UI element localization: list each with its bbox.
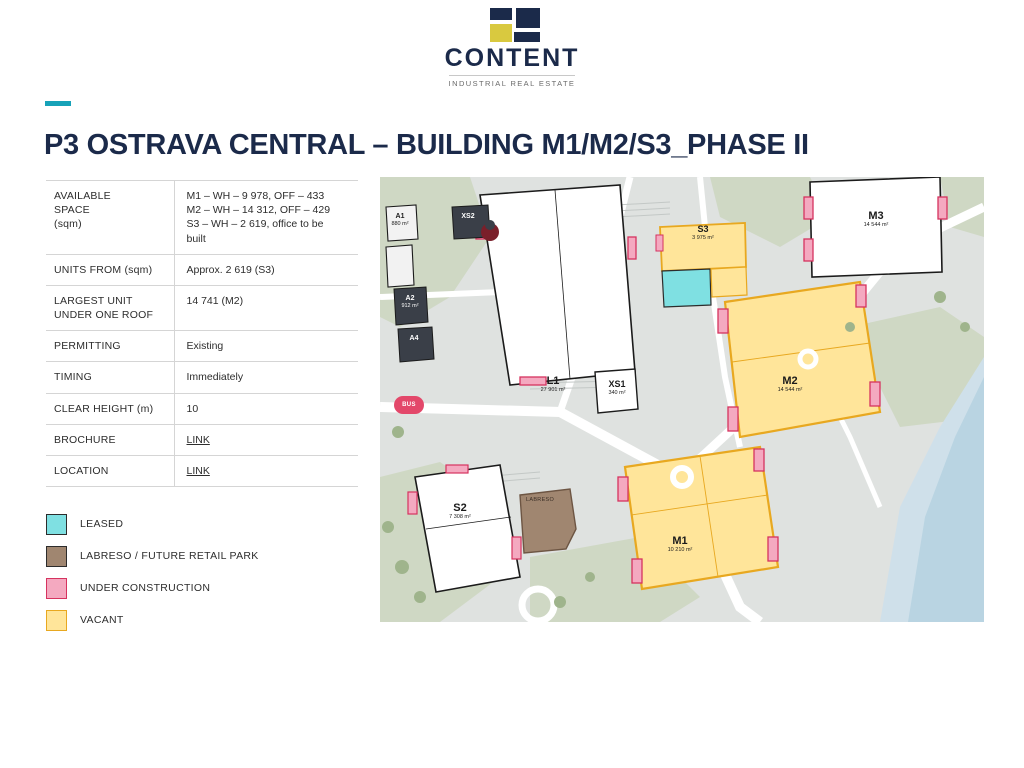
building-label-s2: S2 7 308 m² (449, 502, 471, 521)
value-line: built (186, 232, 206, 245)
legend-label: LEASED (80, 518, 124, 530)
building-label-m2: M2 14 544 m² (777, 375, 803, 394)
table-row (46, 362, 358, 393)
building-label-a2: A2 912 m² (401, 295, 419, 309)
row-label-brochure: BROCHURE (54, 433, 116, 446)
table-row (46, 424, 358, 455)
value-line: S3 – WH – 2 619, office to be (186, 218, 324, 231)
table-row (46, 254, 358, 285)
map-legend (46, 508, 366, 636)
site-plan-map[interactable] (380, 177, 984, 622)
title-accent-bar (45, 101, 71, 106)
labreso-label: LABRESO (526, 497, 555, 503)
label-line: LARGEST UNIT (54, 294, 133, 307)
logo-wordmark: CONTENT (444, 44, 580, 72)
row-value-clear-height: 10 (174, 393, 358, 424)
building-label-a1: A1 880 m² (391, 213, 409, 227)
legend-swatch-under-construction (46, 578, 67, 599)
row-value-location (174, 455, 358, 486)
row-label-available-space (46, 181, 174, 255)
site-plan-svg (380, 177, 984, 622)
table-row (46, 393, 358, 424)
table-row (46, 181, 358, 255)
specification-table (46, 180, 358, 487)
company-logo (429, 8, 595, 94)
value-line: M2 – WH – 14 312, OFF – 429 (186, 204, 331, 217)
legend-label: VACANT (80, 614, 124, 626)
building-label-l1: L1 27 901 m² (540, 375, 566, 394)
legend-swatch-labreso (46, 546, 67, 567)
building-label-xs2: XS2 (461, 213, 475, 220)
label-line: SPACE (54, 204, 90, 217)
legend-item-labreso (46, 540, 366, 572)
label-line: UNDER ONE ROOF (54, 309, 154, 322)
value-line: M1 – WH – 9 978, OFF – 433 (186, 190, 325, 202)
row-value-available-space (174, 181, 358, 255)
table-row (46, 455, 358, 486)
logo-tagline: INDUSTRIAL REAL ESTATE (449, 75, 576, 88)
legend-item-under-construction (46, 572, 366, 604)
row-value-timing: Immediately (174, 362, 358, 393)
table-row (46, 285, 358, 330)
content-logo-mark-icon (462, 8, 562, 42)
row-label-timing: TIMING (54, 371, 92, 384)
legend-label: UNDER CONSTRUCTION (80, 582, 211, 594)
building-label-a4: A4 (409, 335, 419, 342)
building-label-xs1: XS1 340 m² (608, 379, 626, 396)
legend-item-leased (46, 508, 366, 540)
label-line: AVAILABLE (54, 190, 111, 202)
row-label-location: LOCATION (54, 464, 109, 477)
row-value-permitting: Existing (174, 331, 358, 362)
row-value-brochure (174, 424, 358, 455)
page-title: P3 OSTRAVA CENTRAL – BUILDING M1/M2/S3_PHASE II (44, 129, 809, 162)
building-label-s3: S3 3 975 m² (692, 224, 714, 241)
legend-swatch-vacant (46, 610, 67, 631)
row-label-permitting: PERMITTING (54, 340, 121, 353)
location-link[interactable]: LINK (186, 464, 210, 477)
row-label-clear-height: CLEAR HEIGHT (m) (54, 402, 154, 415)
building-label-m1: M1 10 210 m² (667, 535, 693, 554)
bus-stop-marker: BUS (394, 396, 424, 414)
row-label-largest-unit (46, 285, 174, 330)
brochure-link[interactable]: LINK (186, 433, 210, 446)
row-value-largest-unit: 14 741 (M2) (174, 285, 358, 330)
legend-swatch-leased (46, 514, 67, 535)
building-label-m3: M3 14 544 m² (863, 210, 889, 229)
row-value-units-from: Approx. 2 619 (S3) (174, 254, 358, 285)
row-label-units-from: UNITS FROM (sqm) (54, 263, 153, 276)
legend-item-vacant (46, 604, 366, 636)
label-line: (sqm) (54, 218, 82, 231)
legend-label: LABRESO / FUTURE RETAIL PARK (80, 550, 259, 562)
table-row (46, 331, 358, 362)
